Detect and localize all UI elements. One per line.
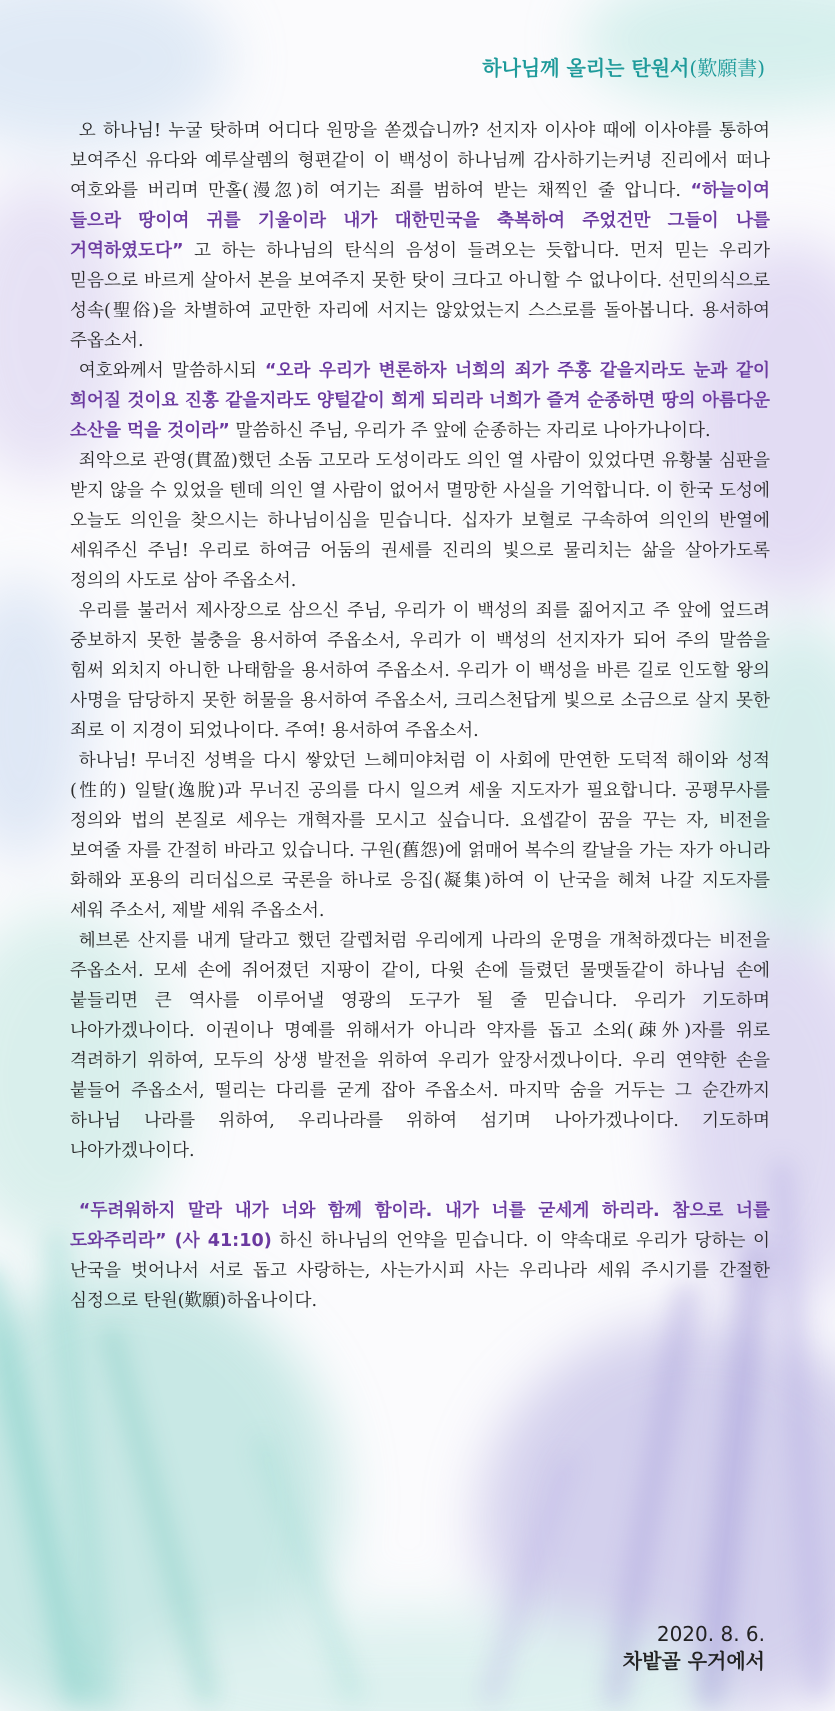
scripture-quote: “하늘이여 들으라 땅이여 귀를 기울이라 내가 대한민국을 축복하여 주었건만 그들이 나를 거역하였도다” (70, 181, 770, 261)
paragraph-2 (70, 356, 770, 446)
scripture-quote: “두려워하지 말라 내가 너와 함께 함이라. 내가 너를 굳세게 하리라. 참으로 너를 도와주리라” (사 41:10) (70, 1201, 770, 1251)
paragraph-text: 여호와께서 말씀하시되 (78, 361, 265, 381)
paragraph-text: 말씀하신 주님, 우리가 주 앞에 순종하는 자리로 나아가나이다. (229, 421, 711, 441)
paragraph-3 (70, 446, 770, 596)
paragraph-4 (70, 596, 770, 746)
paragraph-text: 우리를 불러서 제사장으로 삼으신 주님, 우리가 이 백성의 죄를 짊어지고 주 앞에 엎드려 중보하지 못한 불충을 용서하여 주옵소서, 우리가 이 백성의 선지자가 되어 주의 말씀을 힘써 외치지 아니한 나태함을 용서하여 주옵소서. 우리가 이 백성을 바른 길로 인도할 왕의 사명을 담당하지 못한 허물을 용서하여 주옵소서, 크리스천답게 빛으로 소금으로 살지 못한 죄로 이 지경이 되었나이다. 주여! 용서하여 주옵소서. (70, 601, 770, 741)
title-text: 하나님께 올리는 탄원서 (482, 56, 690, 80)
paragraph-text: 오 하나님! 누굴 탓하며 어디다 원망을 쏟겠습니까? 선지자 이사야 때에 이사야를 통하여 보여주신 유다와 예루살렘의 형편같이 이 백성이 하나님께 감사하기는커녕 진리에서 떠나 여호와를 버리며 만홀(漫忽)히 여기는 죄를 범하여 받는 채찍인 줄 압니다. (70, 121, 770, 201)
petition-body (70, 116, 770, 1316)
paragraph-text: 헤브론 산지를 내게 달라고 했던 갈렙처럼 우리에게 나라의 운명을 개척하겠다는 비전을 주옵소서. 모세 손에 쥐어졌던 지팡이 같이, 다윗 손에 들렸던 물맷돌같이 하나님 손에 붙들리면 큰 역사를 이루어낼 영광의 도구가 될 줄 믿습니다. 우리가 기도하며 나아가겠나이다. 이권이나 명예를 위해서가 아니라 약자를 돕고 소외(疎外)자를 위로 격려하기 위하여, 모두의 상생 발전을 위하여 우리가 앞장서겠나이다. 우리 연약한 손을 붙들어 주옵소서, 떨리는 다리를 굳게 잡아 주옵소서. 마지막 숨을 거두는 그 순간까지 하나님 나라를 위하여, 우리나라를 위하여 섬기며 나아가겠나이다. 기도하며 나아가겠나이다. (70, 931, 770, 1161)
paragraph-text: 고 하는 하나님의 탄식의 음성이 들려오는 듯합니다. 먼저 믿는 우리가 믿음으로 바르게 살아서 본을 보여주지 못한 탓이 크다고 아니할 수 없나이다. 선민의식으로 성속(聖俗)을 차별하여 교만한 자리에 서지는 않았었는지 스스로를 돌아봅니다. 용서하여 주옵소서. (70, 241, 770, 351)
page-title (482, 52, 765, 81)
signature-block (623, 1621, 765, 1675)
paragraph-5 (70, 746, 770, 926)
paragraph-text: 하나님! 무너진 성벽을 다시 쌓았던 느헤미야처럼 이 사회에 만연한 도덕적 해이와 성적(性的) 일탈(逸脫)과 무너진 공의를 다시 일으켜 세울 지도자가 필요합니다. 공평무사를 정의와 법의 본질로 세우는 개혁자를 모시고 싶습니다. 요셉같이 꿈을 꾸는 자, 비전을 보여줄 자를 간절히 바라고 있습니다. 구원(舊怨)에 얽매어 복수의 칼날을 가는 자가 아니라 화해와 포용의 리더십으로 국론을 하나로 응집(凝集)하여 이 난국을 헤쳐 나갈 지도자를 세워 주소서, 제발 세워 주옵소서. (70, 751, 770, 921)
paragraph-text: 죄악으로 관영(貫盈)했던 소돔 고모라 도성이라도 의인 열 사람이 있었다면 유황불 심판을 받지 않을 수 있었을 텐데 의인 열 사람이 없어서 멸망한 사실을 기억합니다. 이 한국 도성에 오늘도 의인을 찾으시는 하나님이심을 믿습니다. 십자가 보혈로 구속하여 의인의 반열에 세워주신 주님! 우리로 하여금 어둠의 권세를 진리의 빛으로 물리치는 삶을 살아가도록 정의의 사도로 삼아 주옵소서. (70, 451, 770, 591)
paragraph-6 (70, 926, 770, 1166)
paragraph-7 (70, 1196, 770, 1316)
title-hanja: (歎願書) (689, 56, 765, 80)
signature-date: 2020. 8. 6. (656, 1622, 765, 1646)
paragraph-text: 하신 하나님의 언약을 믿습니다. 이 약속대로 우리가 당하는 이 난국을 벗어나서 서로 돕고 사랑하는, 사는가시피 사는 우리나라 세워 주시기를 간절한 심정으로 탄원(歎願)하옵나이다. (70, 1231, 770, 1311)
paragraph-1 (70, 116, 770, 356)
scripture-quote: “오라 우리가 변론하자 너희의 죄가 주홍 같을지라도 눈과 같이 희어질 것이요 진홍 같을지라도 양털같이 희게 되리라 너희가 즐겨 순종하면 땅의 아름다운 소산을 먹을 것이라” (70, 361, 770, 441)
signature-place: 차밭골 우거에서 (622, 1649, 765, 1673)
